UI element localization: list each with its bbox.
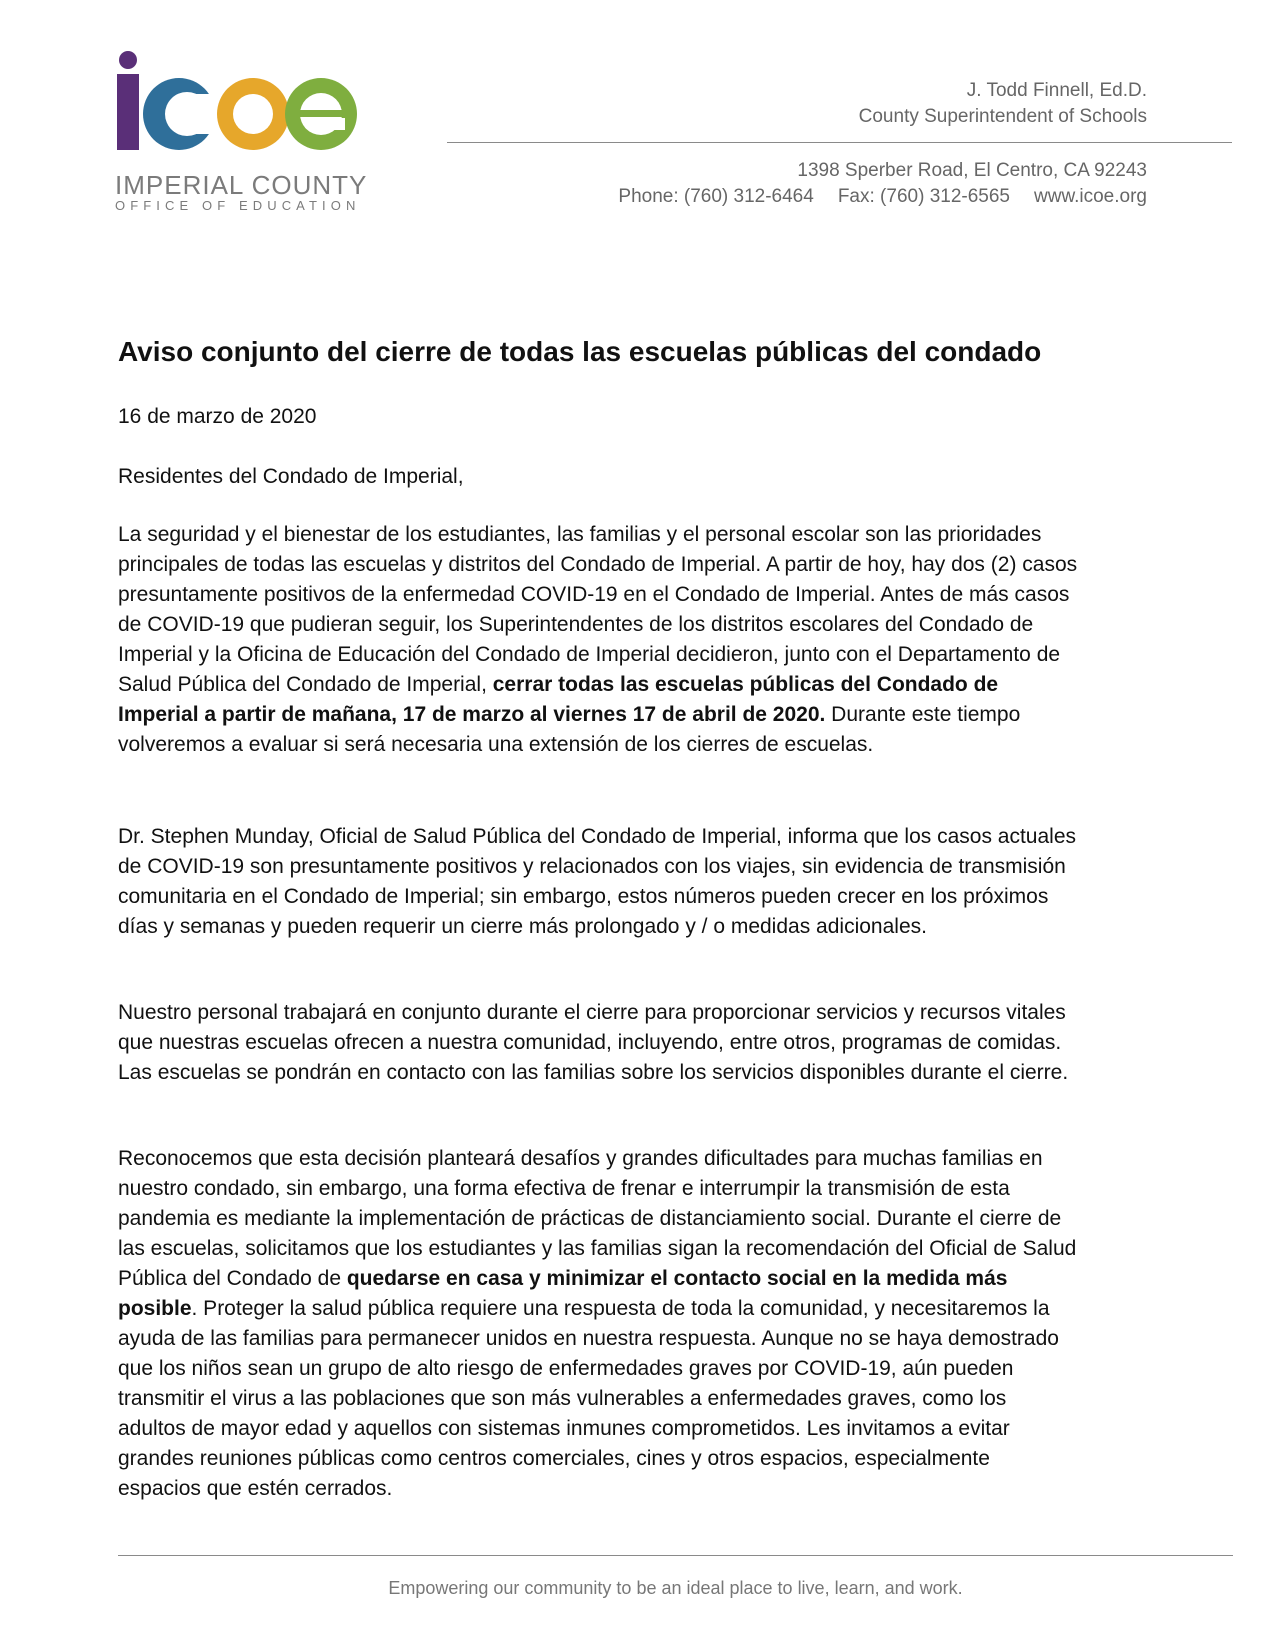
header-divider — [447, 142, 1232, 143]
contact-line — [618, 186, 1147, 208]
logo-i-dot — [119, 51, 137, 69]
icoe-logo-mark — [115, 50, 365, 168]
phone-number: Phone: (760) 312-6464 — [618, 186, 814, 207]
footer-tagline: Empowering our community to be an ideal place to live, learn, and work. — [388, 1578, 963, 1598]
paragraph-health-officer: Dr. Stephen Munday, Oficial de Salud Pública del Condado de Imperial, informa que los casos actuales de COVID-19 son presuntamente positivos y relacionados con los viajes, sin evidencia de transmisión comunitaria en el Condado de Imperial; sin embargo, estos números pueden crecer en los próximos días y semanas y pueden requerir un cierre más prolongado y / o medidas adicionales. — [118, 825, 1076, 938]
icoe-logo — [115, 50, 368, 213]
closure-dates-emphasis: cerrar todas las escuelas públicas del Condado de Imperial a partir de mañana, 17 de marzo al viernes 17 de abril de 2020. — [118, 673, 999, 726]
fax-number: Fax: (760) 312-6565 — [837, 186, 1010, 207]
superintendent-name: J. Todd Finnell, Ed.D. — [966, 80, 1147, 101]
paragraph-text: . Proteger la salud pública requiere una respuesta de toda la comunidad, y necesitaremos la ayuda de las familias para permanecer unidos en nuestra respuesta. Aunque no se haya demostrado que los niños sean un grupo de alto riesgo de enfermedades graves por COVID-19, aún pueden transmitir el virus a las poblaciones que son más vulnerables a enfermedades graves, como los adultos de mayor edad y aquellos con sistemas inmunes comprometidos. Les invitamos a evitar grandes reuniones públicas como centros comerciales, cines y otros espacios, especialmente espacios que estén cerrados. — [118, 1297, 1059, 1500]
paragraph-text: La seguridad y el bienestar de los estudiantes, las familias y el personal escolar son las prioridades principales de todas las escuelas y distritos del Condado de Imperial. A partir de hoy, hay dos (2) casos presuntamente positivos de la enfermedad COVID-19 en el Condado de Imperial. Antes de más casos de COVID-19 que pudieran seguir, los Superintendentes de los distritos escolares del Condado de Imperial y la Oficina de Educación del Condado de Imperial decidieron, junto con el Departamento de Salud Pública del Condado de Imperial, — [118, 523, 1078, 696]
website-link[interactable]: www.icoe.org — [1034, 186, 1147, 207]
notice-date: 16 de marzo de 2020 — [118, 405, 317, 428]
paragraph-text: Durante este tiempo volveremos a evaluar si será necesaria una extensión de los cierres de escuelas. — [118, 703, 1021, 756]
notice-title: Aviso conjunto del cierre de todas las escuelas públicas del condado — [118, 336, 1042, 367]
superintendent-title: County Superintendent of Schools — [858, 106, 1147, 127]
stay-home-emphasis: quedarse en casa y minimizar el contacto social en la medida más posible — [118, 1267, 1008, 1320]
footer-divider — [118, 1555, 1233, 1556]
salutation: Residentes del Condado de Imperial, — [118, 465, 464, 488]
logo-org-subtitle: OFFICE OF EDUCATION — [115, 198, 361, 213]
logo-org-name: IMPERIAL COUNTY — [115, 170, 368, 200]
paragraph-closure — [118, 520, 1078, 760]
paragraph-text: Reconocemos que esta decisión planteará desafíos y grandes dificultades para muchas familias en nuestro condado, sin embargo, una forma efectiva de frenar e interrumpir la transmisión de esta pandemia es mediante la implementación de prácticas de distanciamiento social. Durante el cierre de las escuelas, solicitamos que los estudiantes y las familias sigan la recomendación del Oficial de Salud Pública del Condado de — [118, 1147, 1077, 1290]
logo-i-stem — [117, 74, 139, 150]
paragraph-services: Nuestro personal trabajará en conjunto durante el cierre para proporcionar servicios y recursos vitales que nuestras escuelas ofrecen a nuestra comunidad, incluyendo, entre otros, programas de comidas. Las escuelas se pondrán en contacto con las familias sobre los servicios disponibles durante el cierre. — [118, 1001, 1069, 1084]
office-address: 1398 Sperber Road, El Centro, CA 92243 — [797, 160, 1147, 181]
paragraph-social-distancing — [118, 1144, 1078, 1504]
